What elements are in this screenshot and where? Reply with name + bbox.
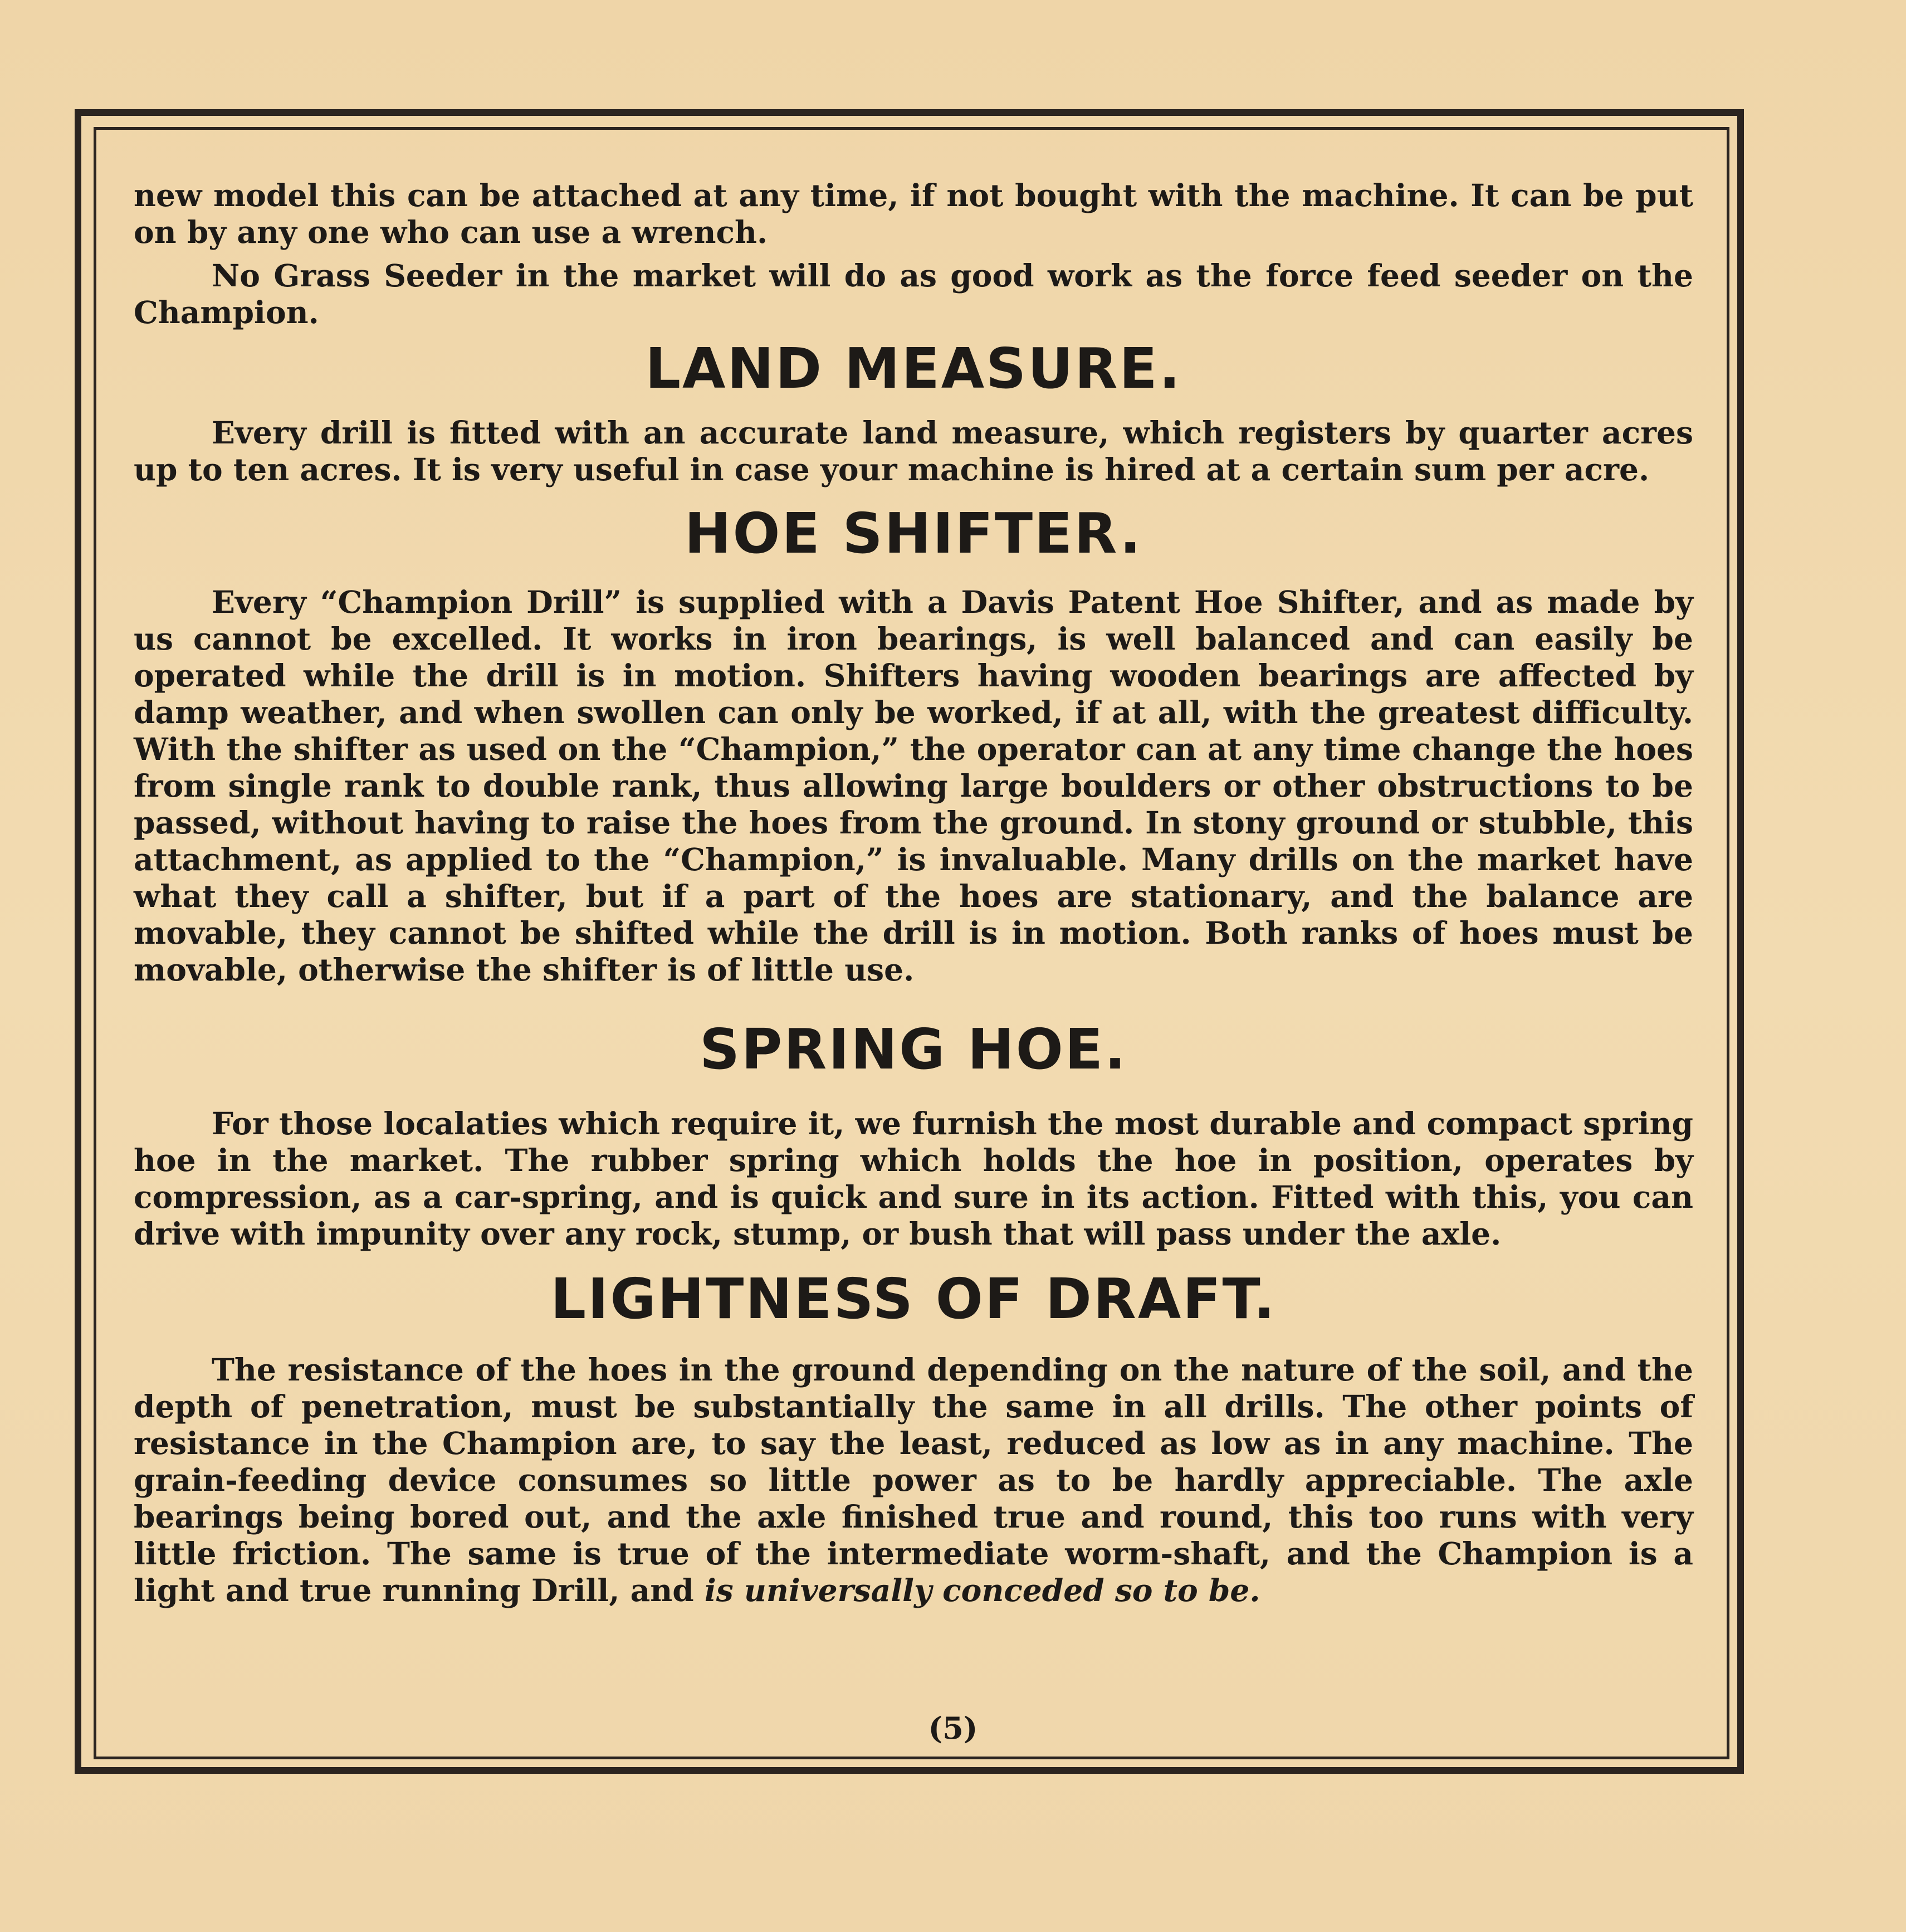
lightness-of-draft-heading: LIGHTNESS OF DRAFT. <box>550 1266 1277 1331</box>
spring-hoe-heading: SPRING HOE. <box>699 1017 1128 1082</box>
lightness-of-draft-emphasis: is universally conceded so to be. <box>704 1572 1260 1608</box>
grass-seeder-paragraph: No Grass Seeder in the market will do as good work as the force feed seeder on the Champion. <box>134 257 1693 330</box>
lightness-of-draft-text: The resistance of the hoes in the ground depending on the nature of the soil, and the depth of penetration, must be substantially the same in all drills. The other points of resistance in the Champion are, to say the least, reduced as low as in any machine. The grain-feeding device consumes so little power as to be hardly appreciable. The axle bearings being bored out, and the axle finished true and round, this too runs with very little friction. The same is true of the intermediate worm-shaft, and the Champion is a light and true running Drill, and <box>134 1352 1693 1608</box>
lightness-of-draft-paragraph <box>134 1352 1693 1609</box>
page-content <box>134 177 1693 1609</box>
spring-hoe-paragraph: For those localaties which require it, we furnish the most durable and compact spring hoe in the market. The rubber spring which holds the hoe in position, operates by compression, as a car-spring, and is quick and sure in its action. Fitted with this, you can drive with impunity over any rock, stump, or bush that will pass under the axle. <box>134 1105 1693 1252</box>
page-number: (5) <box>928 1710 978 1746</box>
land-measure-paragraph: Every drill is fitted with an accurate land measure, which registers by quarter acres up to ten acres. It is very useful in case your machine is hired at a certain sum per acre. <box>134 414 1693 487</box>
hoe-shifter-paragraph: Every “Champion Drill” is supplied with a Davis Patent Hoe Shifter, and as made by us cannot be excelled. It works in iron bearings, is well balanced and can easily be operated while the drill is in motion. Shifters having wooden bearings are affected by damp weather, and when swollen can only be worked, if at all, with the greatest difficulty. With the shifter as used on the “Champion,” the operator can at any time change the hoes from single rank to double rank, thus allowing large boulders or other obstructions to be passed, without having to raise the hoes from the ground. In stony ground or stubble, this attachment, as applied to the “Champion,” is invaluable. Many drills on the market have what they call a shifter, but if a part of the hoes are stationary, and the balance are movable, they cannot be shifted while the drill is in motion. Both ranks of hoes must be movable, otherwise the shifter is of little use. <box>134 584 1693 988</box>
continuation-paragraph: new model this can be attached at any time, if not bought with the machine. It can be put on by any one who can use a wrench. <box>134 177 1693 250</box>
land-measure-heading: LAND MEASURE. <box>645 336 1182 401</box>
hoe-shifter-heading: HOE SHIFTER. <box>684 501 1143 566</box>
